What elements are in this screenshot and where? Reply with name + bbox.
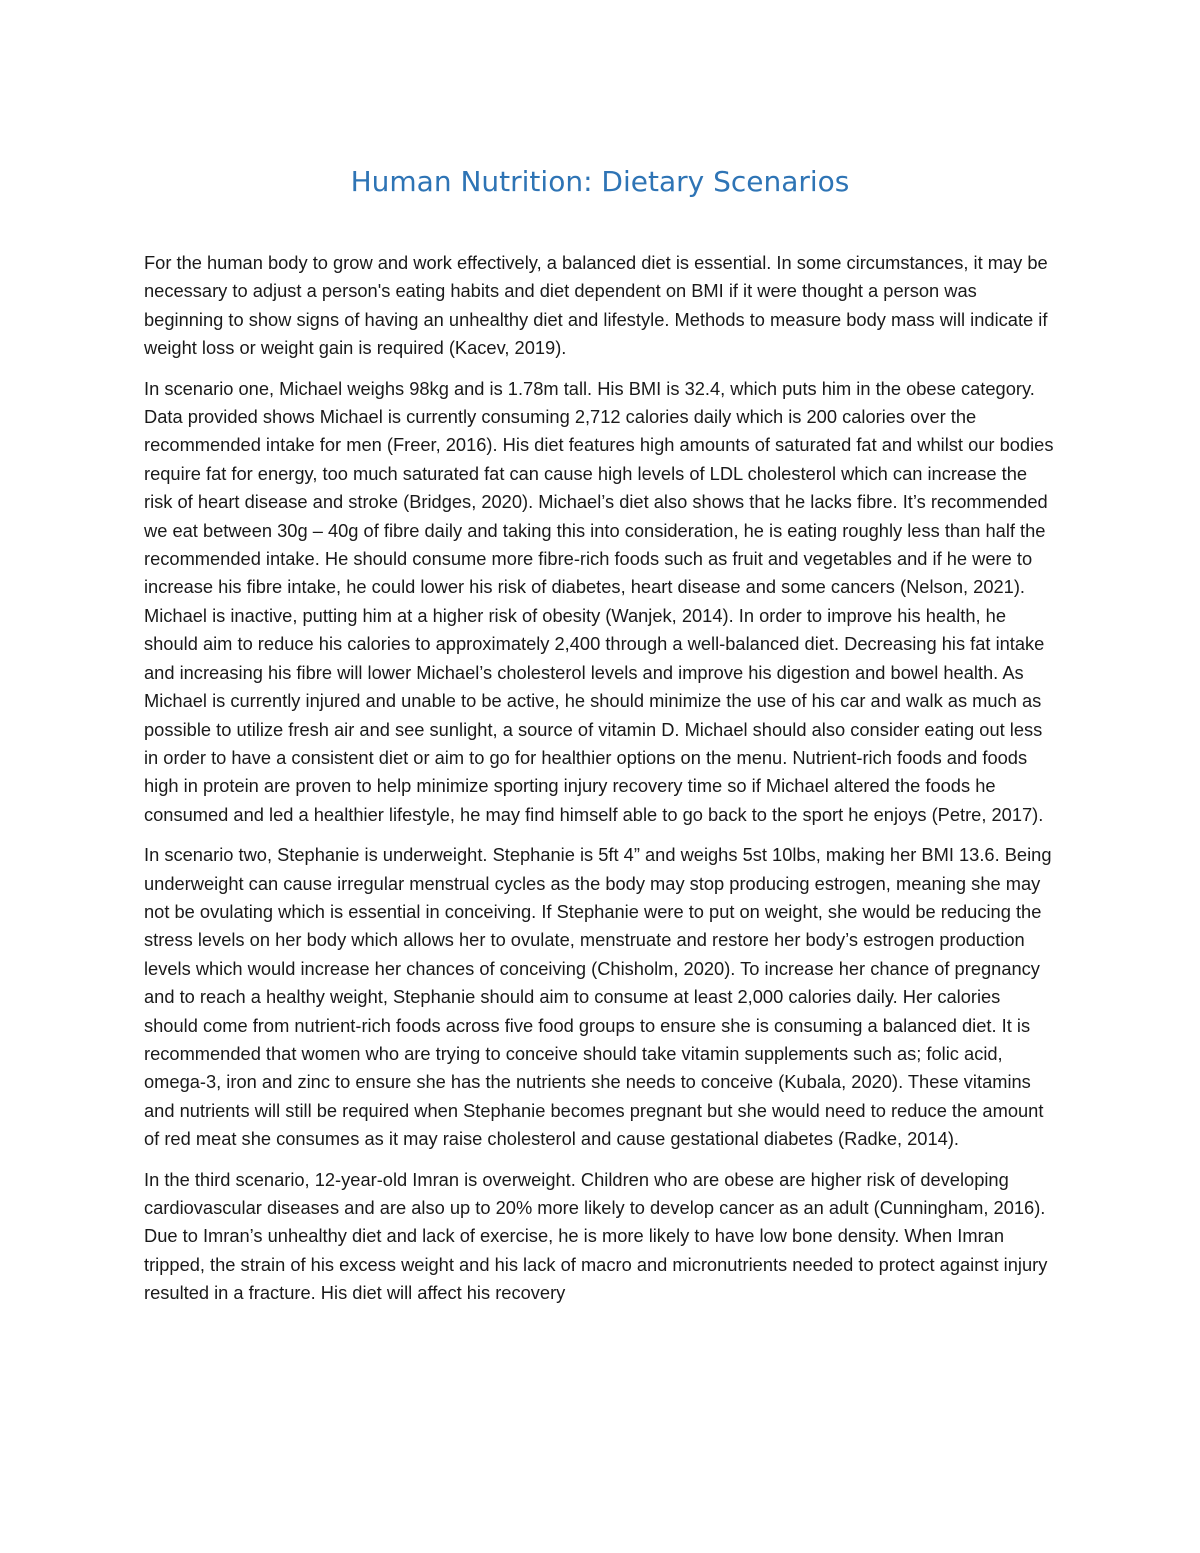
- paragraph-scenario-three: In the third scenario, 12-year-old Imran is overweight. Children who are obese are higher risk of developing cardiovascular diseases and are also up to 20% more likely to develop cancer as an adult (Cunningham, 2016). Due to Imran’s unhealthy diet and lack of exercise, he is more likely to have low bone density. When Imran tripped, the strain of his excess weight and his lack of macro and micronutrients needed to protect against injury resulted in a fracture. His diet will affect his recovery: [144, 1168, 1048, 1304]
- paragraph-scenario-one: In scenario one, Michael weighs 98kg and is 1.78m tall. His BMI is 32.4, which puts him in the obese category. Data provided shows Michael is currently consuming 2,712 calories daily which is 200 calories over the recommended intake for men (Freer, 2016). His diet features high amounts of saturated fat and whilst our bodies require fat for energy, too much saturated fat can cause high levels of LDL cholesterol which can increase the risk of heart disease and stroke (Bridges, 2020). Michael’s diet also shows that he lacks fibre. It’s recommended we eat between 30g – 40g of fibre daily and taking this into consideration, he is eating roughly less than half the recommended intake. He should consume more fibre-rich foods such as fruit and vegetables and if he were to increase his fibre intake, he could lower his risk of diabetes, heart disease and some cancers (Nelson, 2021). Michael is inactive, putting him at a higher risk of obesity (Wanjek, 2014). In order to improve his health, he should aim to reduce his calories to approximately 2,400 through a well-balanced diet. Decreasing his fat intake and increasing his fibre will lower Michael’s cholesterol levels and improve his digestion and bowel health. As Michael is currently injured and unable to be active, he should minimize the use of his car and walk as much as possible to utilize fresh air and see sunlight, a source of vitamin D. Michael should also consider eating out less in order to have a consistent diet or aim to go for healthier options on the menu. Nutrient-rich foods and foods high in protein are proven to help minimize sporting injury recovery time so if Michael altered the foods he consumed and led a healthier lifestyle, he may find himself able to go back to the sport he enjoys (Petre, 2017).: [144, 377, 1054, 825]
- document-body: [144, 249, 1056, 1320]
- paragraph-introduction: For the human body to grow and work effectively, a balanced diet is essential. In some circumstances, it may be necessary to adjust a person's eating habits and diet dependent on BMI if it were thought a person was beginning to show signs of having an unhealthy diet and lifestyle. Methods to measure body mass will indicate if weight loss or weight gain is required (Kacev, 2019).: [144, 252, 1048, 359]
- document-title: Human Nutrition: Dietary Scenarios: [350, 165, 850, 198]
- paragraph-scenario-two: In scenario two, Stephanie is underweight. Stephanie is 5ft 4” and weighs 5st 10lbs, making her BMI 13.6. Being underweight can cause irregular menstrual cycles as the body may stop producing estrogen, meaning she may not be ovulating which is essential in conceiving. If Stephanie were to put on weight, she would be reducing the stress levels on her body which allows her to ovulate, menstruate and restore her body’s estrogen production levels which would increase her chances of conceiving (Chisholm, 2020). To increase her chance of pregnancy and to reach a healthy weight, Stephanie should aim to consume at least 2,000 calories daily. Her calories should come from nutrient-rich foods across five food groups to ensure she is consuming a balanced diet. It is recommended that women who are trying to conceive should take vitamin supplements such as; folic acid, omega-3, iron and zinc to ensure she has the nutrients she needs to conceive (Kubala, 2020). These vitamins and nutrients will still be required when Stephanie becomes pregnant but she would need to reduce the amount of red meat she consumes as it may raise cholesterol and cause gestational diabetes (Radke, 2014).: [144, 844, 1052, 1150]
